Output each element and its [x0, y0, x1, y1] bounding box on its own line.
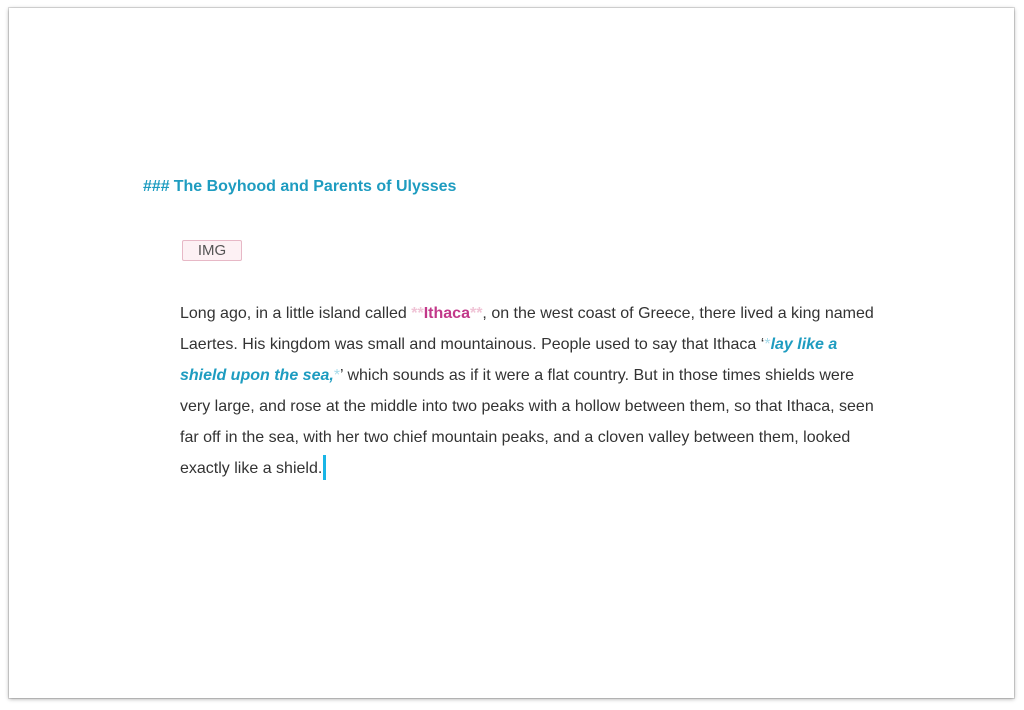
bold-text-ithaca: Ithaca	[423, 305, 470, 322]
bold-open-marker: **	[411, 305, 424, 322]
bold-close-marker: **	[469, 305, 483, 322]
heading-marker: ###	[143, 178, 170, 195]
italic-open-marker: *	[764, 336, 771, 353]
markdown-editor[interactable]	[9, 8, 1014, 698]
italic-close-marker: *	[333, 367, 341, 384]
paragraph-text-3: ’ which sounds as if it were a flat country. But in those times shields were very large, and rose at the middle into two peaks with a hollow between them, so that Ithaca, seen far off in the sea, with her two chief mountain peaks, and a cloven valley between them, looked exactly like a shield.	[180, 367, 874, 477]
body-paragraph[interactable]	[180, 298, 880, 484]
paragraph-text-2: , on the west coast of Greece, there lived a king named Laertes. His kingdom was small and mountainous. People used to say that Ithaca ‘	[180, 305, 874, 353]
image-tag-label: IMG	[197, 242, 227, 259]
editor-window	[9, 8, 1014, 698]
paragraph-text-1: Long ago, in a little island called	[180, 305, 412, 322]
heading-text: The Boyhood and Parents of Ulysses	[173, 178, 457, 195]
italic-text-quote: lay like a shield upon the sea,	[180, 336, 838, 384]
image-placeholder-tag[interactable]	[182, 240, 242, 261]
text-cursor-caret	[323, 455, 326, 480]
heading-h3[interactable]	[143, 178, 456, 196]
